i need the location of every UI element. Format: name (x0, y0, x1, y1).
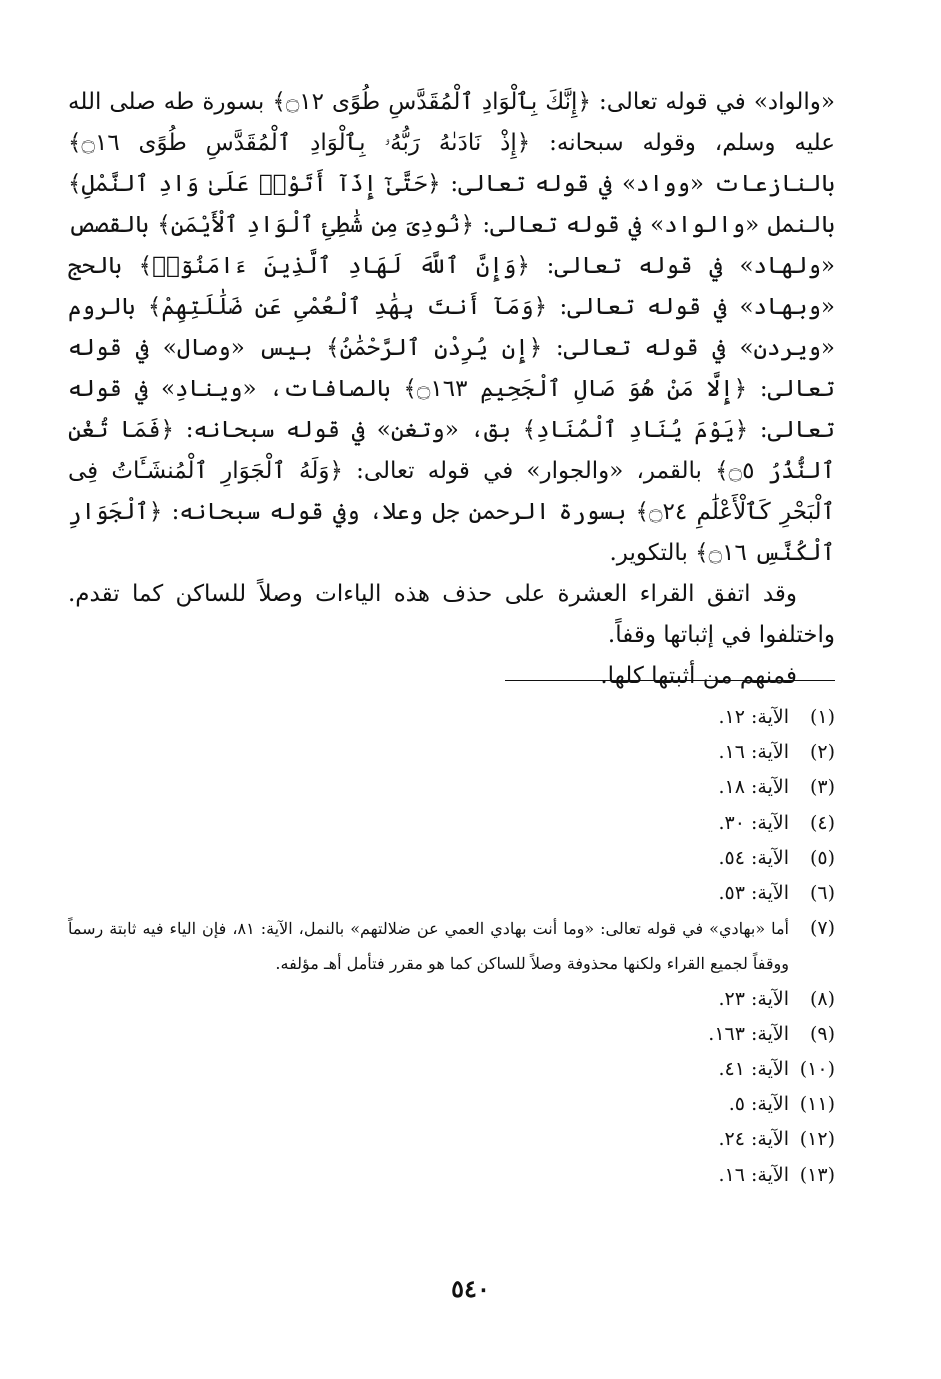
paragraph-ayat-list: «والواد» في قوله تعالى: ﴿إِنَّكَ بِٱلْوَادِ ٱلْمُقَدَّسِ طُوًى ۝١٢﴾ بسورة طه صلى الله عليه وسلم، وقوله سبحانه: ﴿إِذْ نَادَىٰهُ رَبُّهُۥ بِٱلْوَادِ ٱلْمُقَدَّسِ طُوًى ۝١٦﴾ بالنازعات «وواد» في قوله تعالى: ﴿حَتَّىٰٓ إِذَآ أَتَوْا۟ عَلَىٰ وَادِ ٱلنَّمْلِ﴾ بالنمل «والواد» في قوله تعالى: ﴿نُودِىَ مِن شَٰطِئِ ٱلْوَادِ ٱلْأَيْمَنِ﴾ بالقصص «ولهاد» في قوله تعالى: ﴿وَإِنَّ ٱللَّهَ لَهَادِ ٱلَّذِينَ ءَامَنُوٓا۟﴾ بالحج «وبهاد» في قوله تعالى: ﴿وَمَآ أَنتَ بِهَٰدِ ٱلْعُمْىِ عَن ضَلَٰلَتِهِمْ﴾ بالروم «ويردن» في قوله تعالى: ﴿إِن يُرِدْنِ ٱلرَّحْمَٰنُ﴾ بيس «وصال» في قوله تعالى: ﴿إِلَّا مَنْ هُوَ صَالِ ٱلْجَحِيمِ ۝١٦٣﴾ بالصافات، «وينادِ» في قوله تعالى: ﴿يَوْمَ يُنَادِ ٱلْمُنَادِ﴾ بق، «وتغن» في قوله سبحانه: ﴿فَمَا تُغْنِ ٱلنُّذُرُ ۝٥﴾ بالقمر، «والجوار» في قوله تعالى: ﴿وَلَهُ ٱلْجَوَارِ ٱلْمُنشَـَٔاتُ فِى ٱلْبَحْرِ كَٱلْأَعْلَٰمِ ۝٢٤﴾ بسورة الرحمن جل وعلا، وفي قوله سبحانه: ﴿ٱلْجَوَارِ ٱلْكُنَّسِ ۝١٦﴾ بالتكوير. (68, 89, 836, 566)
footnote-text: الآية: ٣٠. (718, 811, 789, 834)
paragraph-conclusion: فمنهم من أثبتها كلها. (600, 663, 797, 689)
footnote-number: (١٢) (799, 1128, 835, 1151)
footnote-separator (505, 680, 835, 681)
footnote-number: (٥) (809, 846, 835, 869)
page-number: ٥٤٠ (451, 1274, 490, 1303)
main-text (68, 82, 835, 697)
footnote-number: (٦) (809, 882, 835, 905)
footnotes (68, 700, 835, 1193)
footnote (68, 770, 835, 805)
paragraph-agreement: وقد اتفق القراء العشرة على حذف هذه الياءات وصلاً للساكن كما تقدم. واختلفوا في إثباتها وقفاً. (68, 581, 835, 648)
footnote (68, 1087, 835, 1122)
footnote (68, 700, 835, 735)
footnote-text: الآية: ١٦٣. (708, 1022, 789, 1045)
footnote-text: الآية: ٥٤. (718, 846, 789, 869)
footnote (68, 1158, 835, 1193)
footnote (68, 841, 835, 876)
footnote (68, 876, 835, 911)
footnote (68, 806, 835, 841)
footnote (68, 982, 835, 1017)
footnote-text: الآية: ٥٣. (718, 882, 789, 905)
footnote-number: (١١) (799, 1093, 835, 1116)
footnote-text: الآية: ١٦. (718, 1163, 789, 1186)
footnote (68, 1017, 835, 1052)
footnote-text: الآية: ١٢. (718, 706, 789, 728)
footnote-number: (٤) (809, 811, 835, 834)
footnote-text: الآية: ٢٤. (718, 1128, 789, 1151)
footnote-number: (٧) (809, 917, 835, 940)
footnote-number: (٨) (809, 987, 835, 1010)
footnote-number: (٩) (809, 1022, 835, 1045)
footnote-text: الآية: ١٨. (718, 776, 789, 799)
footnote-text: أما «بهادي» في قوله تعالى: «وما أنت بهادي العمي عن ضلالتهم» بالنمل، الآية: ٨١، فإن الياء فيه ثابتة رسماً ووقفاً لجميع القراء ولكنها محذوفة وصلاً للساكن كما هو مقرر فتأمل أهـ مؤلفه. (68, 919, 789, 974)
footnote-number: (١٣) (799, 1163, 835, 1186)
footnote-text: الآية: ٥. (728, 1093, 789, 1116)
footnote-long (68, 911, 835, 981)
footnote (68, 1122, 835, 1157)
footnote-text: الآية: ٤١. (718, 1058, 789, 1081)
footnote-number: (١) (809, 706, 835, 728)
footnote-text: الآية: ١٦. (718, 741, 789, 764)
footnote-number: (٣) (809, 776, 835, 799)
footnote-number: (٢) (809, 741, 835, 764)
footnote-text: الآية: ٢٣. (718, 987, 789, 1010)
footnote (68, 735, 835, 770)
footnote-number: (١٠) (799, 1058, 835, 1081)
footnote (68, 1052, 835, 1087)
